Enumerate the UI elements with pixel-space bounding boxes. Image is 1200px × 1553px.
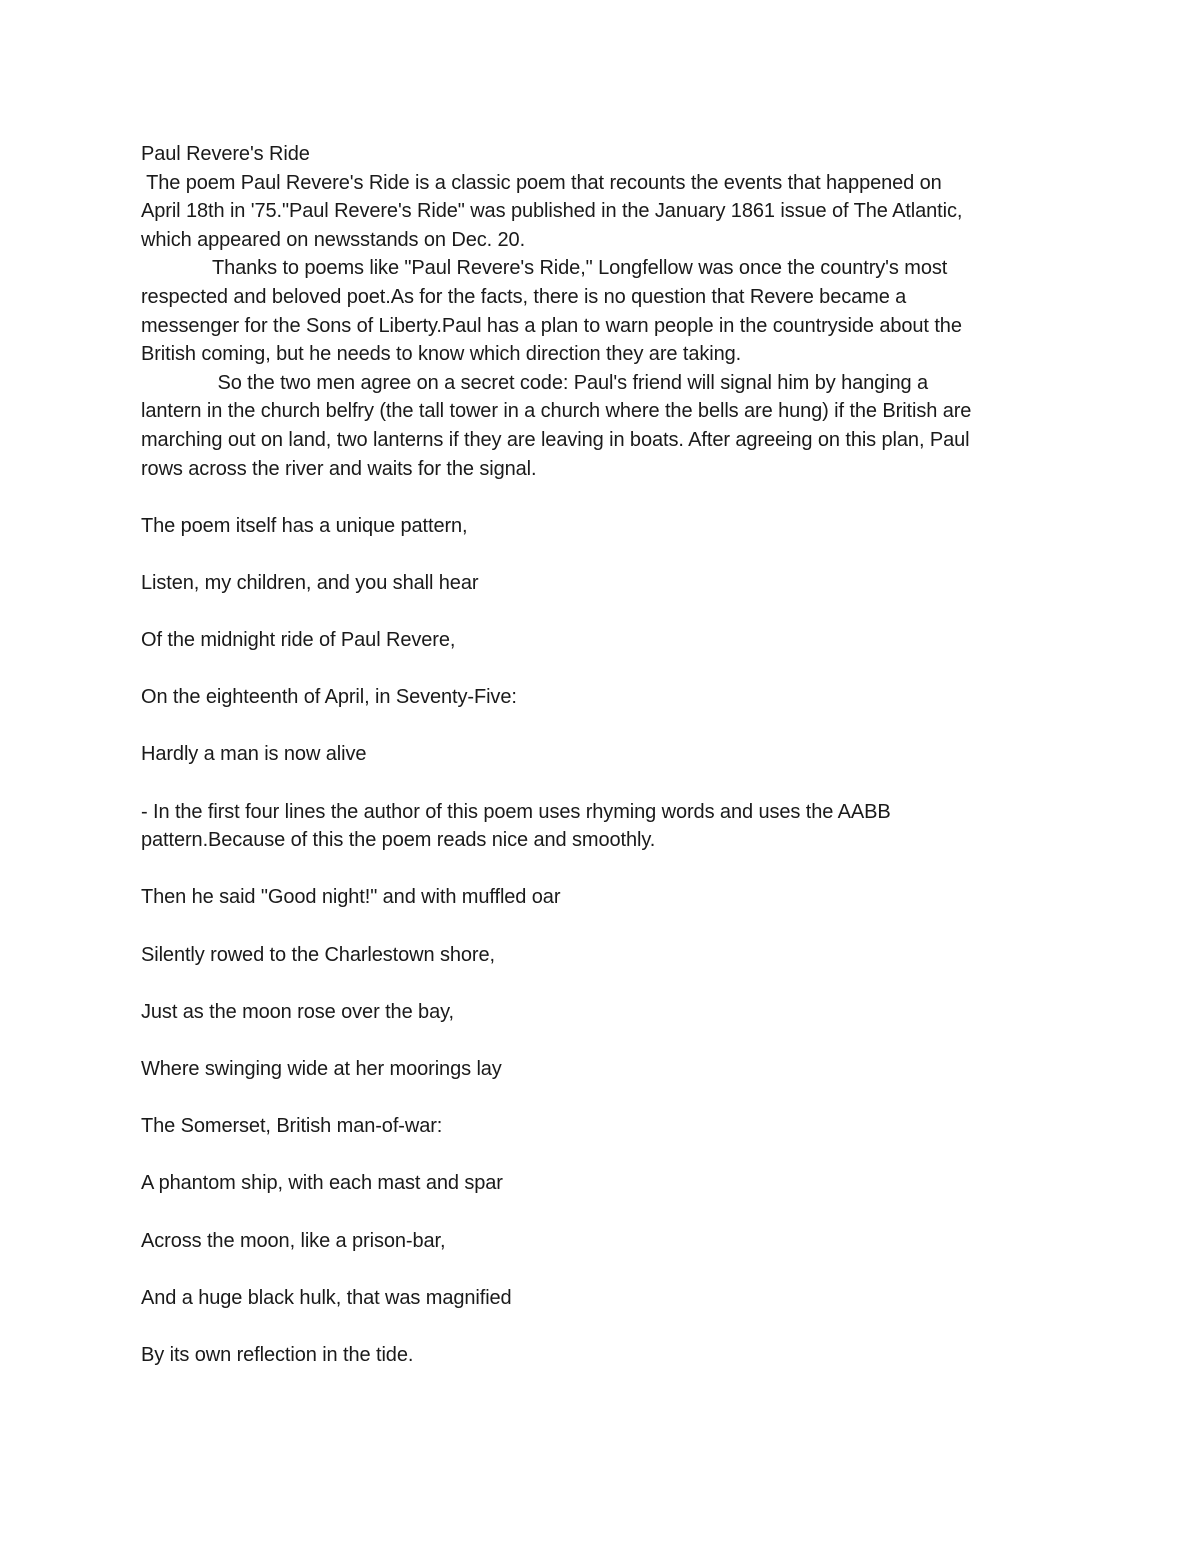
poem-line: And a huge black hulk, that was magnified	[141, 1286, 512, 1309]
poem-line: Then he said "Good night!" and with muffled oar	[141, 886, 561, 909]
paragraph-line: So the two men agree on a secret code: Paul's friend will signal him by hanging a	[212, 371, 929, 394]
paragraph-line: messenger for the Sons of Liberty.Paul has a plan to warn people in the countryside about the	[141, 314, 962, 337]
longfellow-paragraph	[141, 254, 1071, 368]
paragraph-line: marching out on land, two lanterns if they are leaving in boats. After agreeing on this plan, Paul	[141, 428, 970, 451]
poem-line: By its own reflection in the tide.	[141, 1343, 414, 1366]
intro-paragraph	[141, 169, 1071, 255]
paragraph-line: British coming, but he needs to know which direction they are taking.	[141, 343, 742, 366]
poem-stanza-1	[141, 540, 1071, 769]
poem-line: Of the midnight ride of Paul Revere,	[141, 629, 456, 652]
poem-line: Where swinging wide at her moorings lay	[141, 1058, 502, 1080]
secret-code-paragraph	[141, 369, 1071, 483]
paragraph-line: rows across the river and waits for the signal.	[141, 457, 537, 480]
poem-line: Listen, my children, and you shall hear	[141, 571, 479, 594]
paragraph-line: which appeared on newsstands on Dec. 20.	[141, 228, 526, 251]
paragraph-line: The poem Paul Revere's Ride is a classic poem that recounts the events that happened on	[141, 171, 942, 194]
paragraph-line: - In the first four lines the author of this poem uses rhyming words and uses the AABB	[141, 800, 891, 823]
document-page	[141, 140, 1071, 1370]
paragraph-line: lantern in the church belfry (the tall tower in a church where the bells are hung) if the British are	[141, 400, 972, 423]
poem-line: Across the moon, like a prison-bar,	[141, 1229, 446, 1252]
poem-line: On the eighteenth of April, in Seventy-Five:	[141, 686, 517, 709]
pattern-intro: The poem itself has a unique pattern,	[141, 514, 468, 537]
poem-line: Silently rowed to the Charlestown shore,	[141, 943, 495, 966]
poem-line: Hardly a man is now alive	[141, 743, 367, 766]
poem-line: A phantom ship, with each mast and spar	[141, 1172, 503, 1195]
paragraph-line: Thanks to poems like "Paul Revere's Ride," Longfellow was once the country's most	[212, 257, 948, 280]
paragraph-line: pattern.Because of this the poem reads nice and smoothly.	[141, 829, 656, 852]
poem-line: Just as the moon rose over the bay,	[141, 1000, 454, 1023]
poem-line: The Somerset, British man-of-war:	[141, 1115, 443, 1138]
paragraph-line: respected and beloved poet.As for the facts, there is no question that Revere became a	[141, 285, 907, 308]
poem-stanza-2	[141, 855, 1071, 1370]
document-title: Paul Revere's Ride	[141, 143, 310, 165]
paragraph-line: April 18th in '75."Paul Revere's Ride" was published in the January 1861 issue of The Atlantic,	[141, 200, 963, 223]
analysis-paragraph	[141, 769, 1071, 855]
